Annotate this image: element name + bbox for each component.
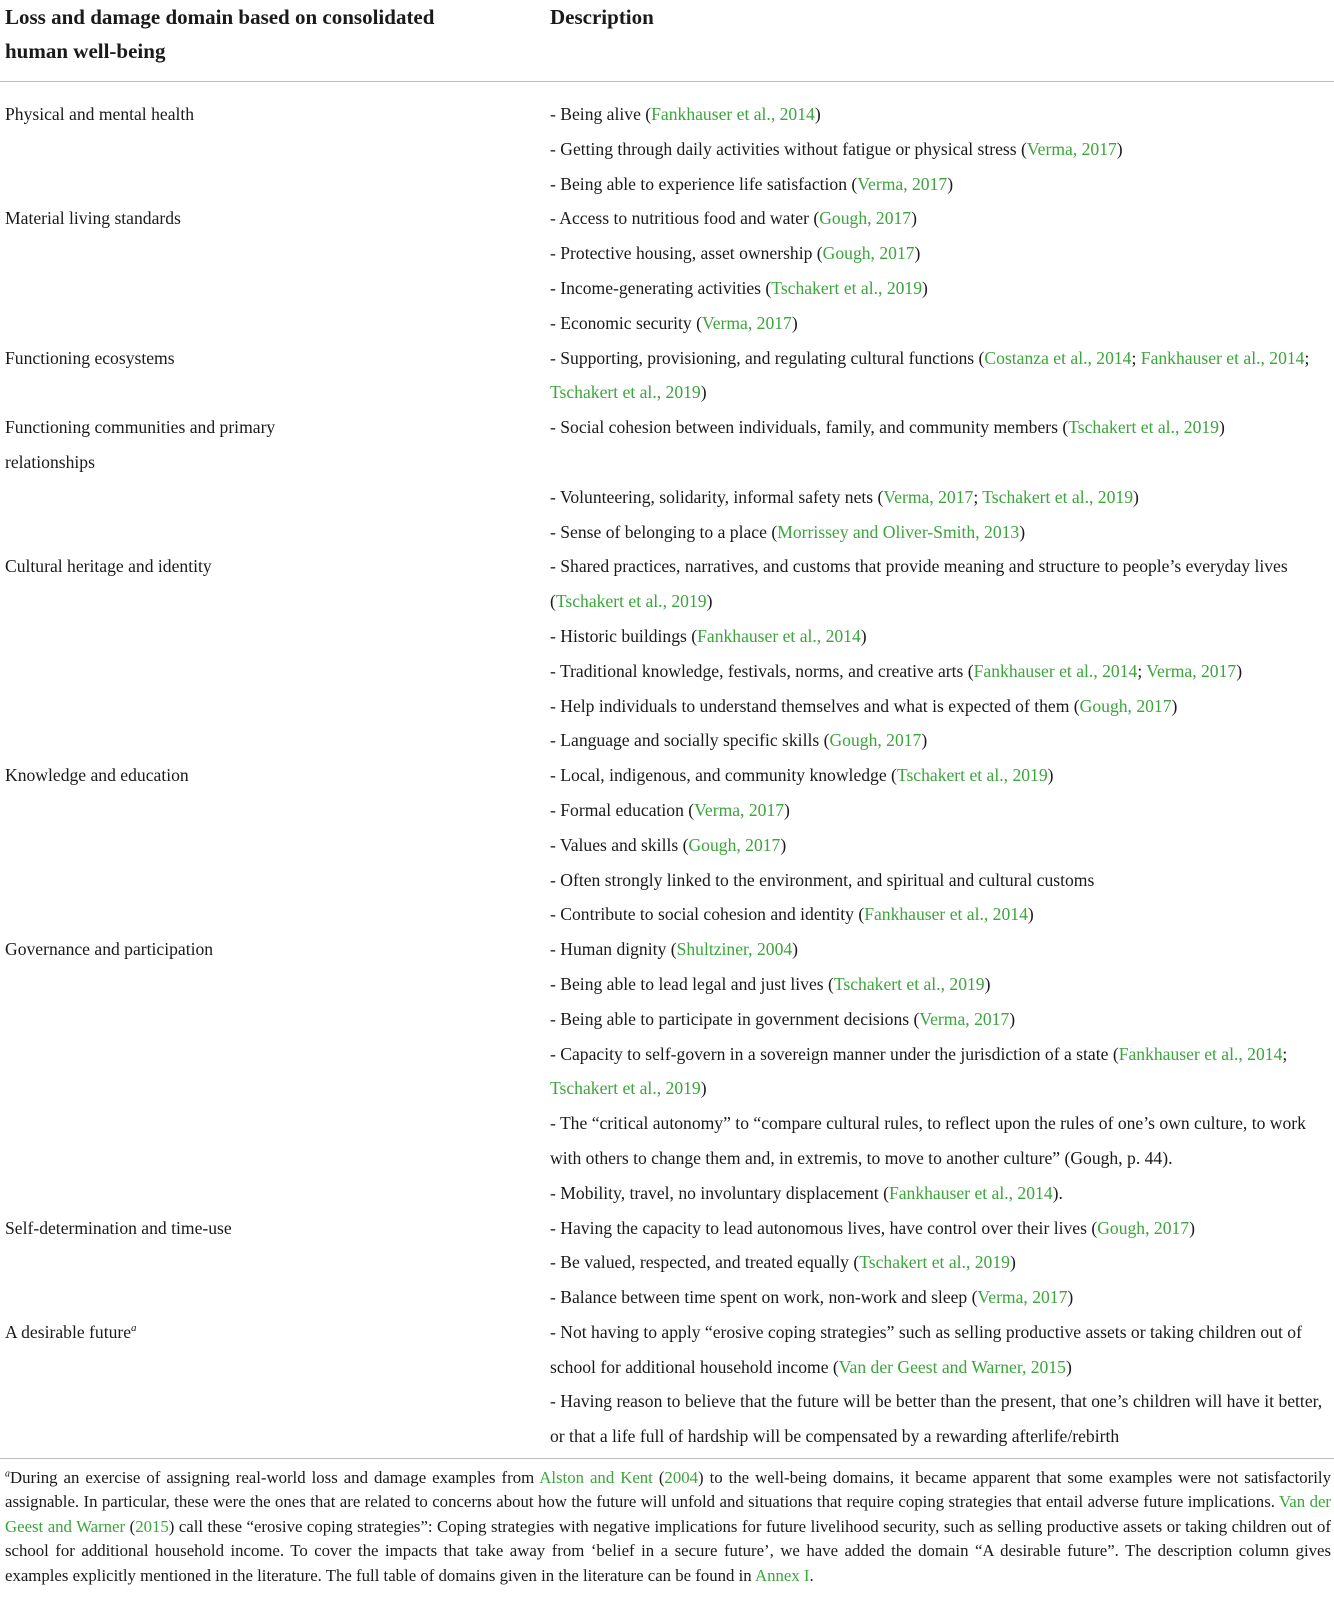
description-item	[550, 1211, 1330, 1246]
description-item	[550, 306, 1330, 341]
domain-label: A desirable future	[5, 1321, 132, 1342]
text-run: - Values and skills (	[550, 834, 689, 855]
text-run: - Having the capacity to lead autonomous lives, have control over their lives (	[550, 1217, 1098, 1238]
text-run: )	[1009, 1252, 1016, 1273]
citation-link[interactable]: Fankhauser et al., 2014	[651, 104, 815, 124]
text-run: - Supporting, provisioning, and regulating cultural functions (	[550, 347, 985, 368]
citation-link[interactable]: Verma, 2017	[1026, 138, 1117, 159]
description-item	[550, 1280, 1330, 1315]
text-run: )	[791, 312, 798, 333]
description-cell	[550, 1211, 1330, 1315]
description-item	[550, 1384, 1330, 1454]
domain-cell	[5, 201, 325, 236]
domain-table	[0, 97, 1334, 1454]
citation-link[interactable]: Fankhauser et al., 2014	[864, 904, 1028, 925]
citation-link[interactable]: Van der Geest and Warner, 2015	[838, 1356, 1066, 1377]
citation-link[interactable]: Verma, 2017	[857, 173, 948, 194]
domain-label: Cultural heritage and identity	[5, 556, 212, 577]
domain-label: Functioning communities and primary relationships	[5, 417, 276, 472]
text-run: - Being able to lead legal and just lives (	[550, 973, 834, 994]
citation-link[interactable]: Annex I	[754, 1565, 810, 1585]
description-item	[550, 932, 1330, 967]
text-run: )	[780, 834, 787, 855]
text-run: - Access to nutritious food and water (	[550, 208, 820, 229]
text-run: .	[809, 1565, 814, 1585]
domain-cell	[5, 549, 325, 584]
text-run: - Having reason to believe that the future will be better than the present, that one’s children will have it better, or that a life full of hardship will be compensated by a rewarding afterlife/rebirth	[550, 1391, 1323, 1447]
text-run: (	[125, 1516, 136, 1536]
citation-link[interactable]: Fankhauser et al., 2014	[697, 625, 861, 646]
text-run: - Social cohesion between individuals, family, and community members (	[550, 417, 1069, 438]
text-run: - Formal education (	[550, 799, 695, 820]
text-run: ;	[1131, 347, 1141, 368]
citation-link[interactable]: Verma, 2017	[694, 799, 785, 820]
citation-link[interactable]: Tschakert et al., 2019	[859, 1252, 1010, 1273]
text-run: )	[792, 939, 799, 960]
description-cell	[550, 341, 1330, 411]
text-run: )	[1116, 138, 1123, 159]
text-run: )	[700, 1078, 707, 1099]
table-row	[0, 97, 1334, 201]
domain-cell	[5, 341, 325, 376]
description-item	[550, 1176, 1330, 1211]
domain-label: Functioning ecosystems	[5, 347, 175, 368]
citation-link[interactable]: Gough, 2017	[1079, 695, 1172, 716]
domain-cell	[5, 758, 325, 793]
description-item	[550, 236, 1330, 271]
description-cell	[550, 758, 1330, 932]
description-cell	[550, 201, 1330, 340]
text-run: - Capacity to self-govern in a sovereign manner under the jurisdiction of a state (	[550, 1043, 1119, 1064]
text-run: - Being able to participate in government decisions (	[550, 1008, 920, 1029]
text-run: - The “critical autonomy” to “compare cultural rules, to reflect upon the rules of one’s own culture, to work with others to change them and, in extremis, to move to another culture” (Gough, p. 44).	[550, 1113, 1306, 1168]
domain-cell	[5, 97, 325, 132]
text-run: )	[814, 104, 821, 124]
text-run: )	[947, 173, 954, 194]
table-row	[0, 932, 1334, 1210]
citation-link[interactable]: Costanza et al., 2014	[984, 347, 1132, 368]
text-run: )	[1065, 1356, 1072, 1377]
domain-cell	[5, 932, 325, 967]
text-run: - Being able to experience life satisfaction (	[550, 173, 858, 194]
table-row	[0, 410, 1334, 549]
description-item	[550, 1245, 1330, 1280]
citation-link[interactable]: Verma, 2017	[977, 1287, 1068, 1308]
description-item	[550, 410, 1330, 445]
citation-link[interactable]: Fankhauser et al., 2014	[1118, 1043, 1283, 1064]
description-item	[550, 132, 1330, 167]
text-run: )	[860, 625, 867, 646]
citation-link[interactable]: Tschakert et al., 2019	[896, 765, 1048, 786]
text-run: )	[700, 382, 707, 403]
description-cell	[550, 1315, 1330, 1454]
text-run: )	[914, 243, 921, 264]
text-run: )	[922, 277, 928, 298]
text-run: )	[784, 799, 790, 820]
text-run: )	[921, 730, 928, 751]
text-run: )	[1189, 1217, 1195, 1238]
text-run: - Being alive (	[550, 104, 652, 124]
text-run: )	[1009, 1008, 1016, 1029]
description-item	[550, 515, 1330, 550]
text-run: During an exercise of assigning real-world loss and damage examples from	[10, 1468, 540, 1487]
description-item	[550, 1106, 1330, 1176]
table-row	[0, 549, 1334, 758]
citation-link[interactable]: Fankhauser et al., 2014	[1140, 347, 1305, 368]
domain-label: Knowledge and education	[5, 765, 189, 786]
footnote-divider	[0, 1458, 1334, 1459]
text-run: - Not having to apply “erosive coping strategies” such as selling productive assets or taking children out of school for additional household income (	[550, 1321, 1302, 1377]
citation-link[interactable]: Tschakert et al., 2019	[555, 591, 707, 612]
text-run: ;	[1304, 347, 1310, 368]
text-run: ;	[973, 486, 983, 507]
citation-link[interactable]: Morrissey and Oliver-Smith, 2013	[777, 521, 1020, 542]
text-run: (	[652, 1468, 665, 1487]
text-run: )	[1218, 417, 1225, 438]
description-item	[550, 793, 1330, 828]
text-run: )	[1133, 486, 1139, 507]
description-item	[550, 967, 1330, 1002]
citation-link[interactable]: Tschakert et al., 2019	[1068, 417, 1219, 438]
text-run: - Be valued, respected, and treated equally (	[550, 1252, 860, 1273]
description-item	[550, 897, 1330, 932]
text-run: )	[911, 208, 917, 229]
footnote-marker: a	[131, 1322, 137, 1335]
text-run: - Volunteering, solidarity, informal safety nets (	[550, 486, 884, 507]
citation-link[interactable]: Tschakert et al., 2019	[982, 486, 1133, 507]
text-run: - Mobility, travel, no involuntary displacement (	[550, 1182, 889, 1203]
text-run: - Local, indigenous, and community knowledge (	[550, 765, 897, 786]
text-run: - Help individuals to understand themselves and what is expected of them (	[550, 695, 1080, 716]
description-item	[550, 97, 1330, 132]
citation-link[interactable]: 2004	[664, 1468, 698, 1487]
text-run: ) call these “erosive coping strategies”: Coping strategies with negative implications for future livelihood security, such as selling productive assets or taking children out of school for additional household income. To cover the impacts that take away from ‘belief in a secure future’, we have added the domain “A desirable future”. The description column gives examples explicitly mentioned in the literature. The full table of domains given in the literature can be found in	[5, 1516, 1332, 1585]
text-run: - Balance between time spent on work, non-work and sleep (	[550, 1287, 978, 1308]
text-run: - Often strongly linked to the environment, and spiritual and cultural customs	[550, 869, 1095, 890]
text-run: - Economic security (	[550, 312, 702, 333]
domain-cell	[5, 1211, 325, 1246]
text-run: )	[706, 591, 713, 612]
text-run: - Traditional knowledge, festivals, norms, and creative arts (	[550, 660, 974, 681]
column-header-description: Description	[550, 5, 654, 29]
citation-link[interactable]: Gough, 2017	[819, 208, 912, 229]
description-cell	[550, 410, 1330, 549]
domain-cell	[5, 410, 325, 480]
text-run: )	[1171, 695, 1178, 716]
description-item	[550, 549, 1330, 619]
description-item	[550, 1002, 1330, 1037]
description-cell	[550, 97, 1330, 201]
text-run: - Getting through daily activities without fatigue or physical stress (	[550, 138, 1027, 159]
text-run: - Income-generating activities (	[550, 277, 772, 298]
domain-label: Governance and participation	[5, 939, 214, 960]
citation-link[interactable]: Alston and Kent	[539, 1468, 653, 1487]
text-run: )	[984, 973, 991, 994]
text-run: - Protective housing, asset ownership (	[550, 243, 823, 264]
text-run: )	[1047, 765, 1054, 786]
citation-link[interactable]: Verma, 2017	[1146, 660, 1237, 681]
description-item	[550, 341, 1330, 411]
description-item	[550, 1037, 1330, 1107]
citation-link[interactable]: Tschakert et al., 2019	[550, 1078, 701, 1099]
text-run: - Sense of belonging to a place (	[550, 521, 778, 542]
text-run: )	[1236, 660, 1243, 681]
description-cell	[550, 932, 1330, 1210]
domain-label: Material living standards	[5, 208, 181, 229]
text-run: - Contribute to social cohesion and identity (	[550, 904, 865, 925]
text-run: ;	[1282, 1043, 1288, 1064]
citation-link[interactable]: Van der Geest and Warner	[5, 1492, 1331, 1536]
header-divider	[0, 81, 1334, 82]
citation-link[interactable]: Tschakert et al., 2019	[833, 973, 985, 994]
description-item	[550, 619, 1330, 654]
domain-cell	[5, 1315, 325, 1350]
description-item	[550, 828, 1330, 863]
description-item	[550, 863, 1330, 898]
table-row	[0, 201, 1334, 340]
citation-link[interactable]: Gough, 2017	[688, 834, 781, 855]
text-run: ).	[1052, 1182, 1063, 1203]
citation-link[interactable]: Shultziner, 2004	[676, 939, 793, 960]
citation-link[interactable]: Tschakert et al., 2019	[771, 277, 923, 298]
description-item	[550, 723, 1330, 758]
description-item	[550, 271, 1330, 306]
citation-link[interactable]: Gough, 2017	[1097, 1217, 1190, 1238]
text-run: )	[1019, 521, 1026, 542]
citation-link[interactable]: Verma, 2017	[919, 1008, 1010, 1029]
column-header-domain: Loss and damage domain based on consolidated human well-being	[5, 5, 435, 63]
citation-link[interactable]: Tschakert et al., 2019	[550, 382, 701, 403]
table-row	[0, 1315, 1334, 1454]
domain-label: Physical and mental health	[5, 104, 195, 124]
text-run: ) to the well-being domains, it became apparent that some examples were not satisfactorily assignable. In particular, these were the ones that are related to concerns about how the future will unfold and situations that require coping strategies that entail adverse future implications.	[5, 1468, 1331, 1512]
description-item	[550, 758, 1330, 793]
text-run: - Historic buildings (	[550, 625, 698, 646]
description-item	[550, 1315, 1330, 1385]
description-item	[550, 201, 1330, 236]
description-item	[550, 654, 1330, 689]
citation-link[interactable]: Fankhauser et al., 2014	[888, 1182, 1053, 1203]
citation-link[interactable]: 2015	[135, 1516, 169, 1536]
table-row	[0, 1211, 1334, 1315]
table-row	[0, 758, 1334, 932]
citation-link[interactable]: Verma, 2017	[701, 312, 792, 333]
citation-link[interactable]: Gough, 2017	[822, 243, 915, 264]
citation-link[interactable]: Verma, 2017	[883, 486, 974, 507]
text-run: )	[1067, 1287, 1074, 1308]
text-run: ;	[1137, 660, 1147, 681]
citation-link[interactable]: Gough, 2017	[829, 730, 922, 751]
description-item	[550, 167, 1330, 202]
text-run: )	[1027, 904, 1034, 925]
footnote-marker: a	[5, 1468, 10, 1480]
description-item	[550, 480, 1330, 515]
description-item	[550, 445, 1330, 480]
table-row	[0, 341, 1334, 411]
text-run: - Language and socially specific skills (	[550, 730, 830, 751]
text-run: - Human dignity (	[550, 939, 677, 960]
text-run: - Shared practices, narratives, and customs that provide meaning and structure to people’s everyday lives (	[550, 556, 1288, 612]
description-cell	[550, 549, 1330, 758]
description-item	[550, 689, 1330, 724]
table-footnote	[5, 1466, 1331, 1588]
citation-link[interactable]: Fankhauser et al., 2014	[973, 660, 1138, 681]
domain-label: Self-determination and time-use	[5, 1217, 232, 1238]
